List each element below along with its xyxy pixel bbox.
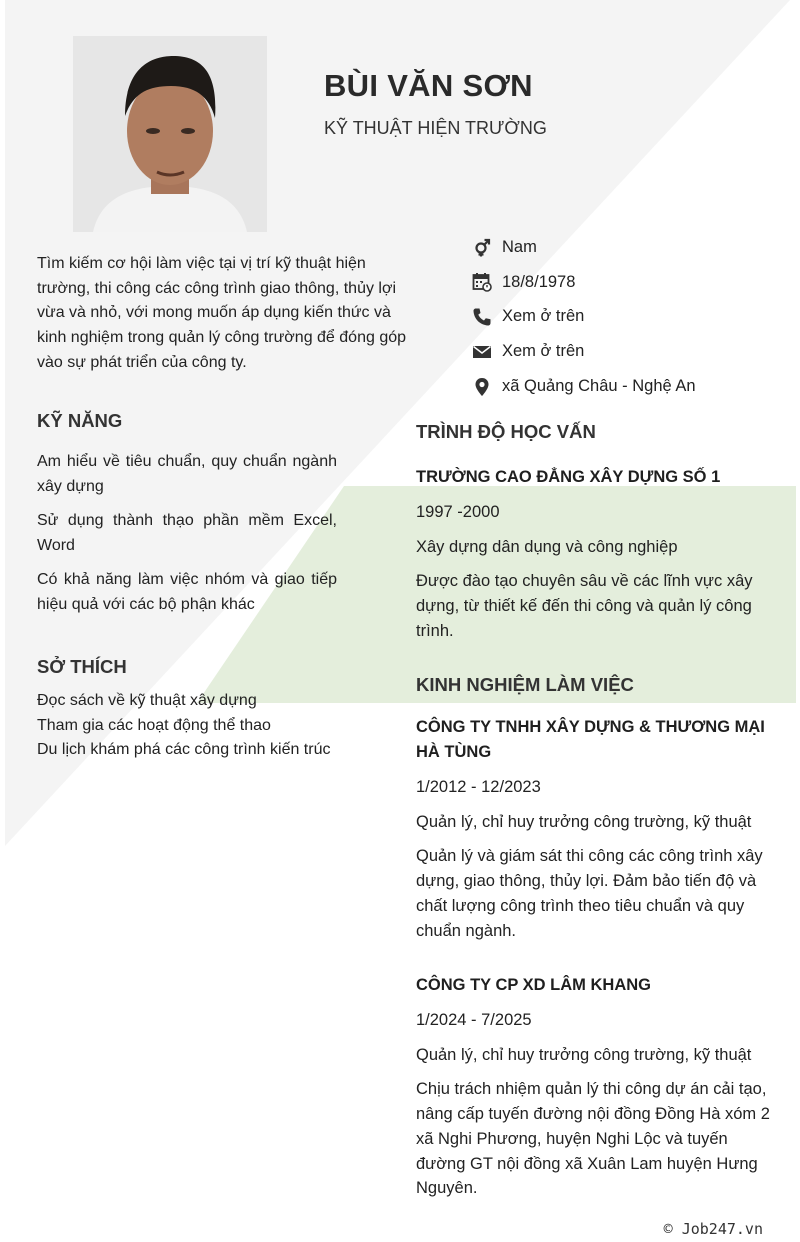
job-description: Quản lý và giám sát thi công các công trình xây dựng, giao thông, thủy lợi. Đảm bảo tiến độ và chất lượng công trình theo tiêu chuẩn và quy chuẩn ngành.	[416, 847, 763, 940]
location-pin-icon	[470, 376, 494, 398]
experience-entry	[416, 973, 778, 1201]
experience-entry	[416, 715, 778, 943]
gender-icon	[470, 236, 494, 258]
job-role: Quản lý, chỉ huy trưởng công trường, kỹ thuật	[416, 1045, 752, 1064]
skills-heading: KỸ NĂNG	[37, 410, 123, 431]
contact-email	[470, 334, 696, 369]
job-description: Chịu trách nhiệm quản lý thi công dự án cải tạo, nâng cấp tuyến đường nội đồng Đồng Hà xóm 2 xã Nghi Phương, huyện Nghi Lộc và tuyến đường GT nội đồng xã Xuân Lam huyện Hưng Nguyên.	[416, 1080, 770, 1198]
school-name: TRƯỜNG CAO ĐẲNG XÂY DỰNG SỐ 1	[416, 468, 721, 486]
contact-phone-value: Xem ở trên	[502, 307, 585, 326]
hobby-item: Đọc sách về kỹ thuật xây dựng	[37, 692, 257, 709]
education-description: Được đào tạo chuyên sâu về các lĩnh vực xây dựng, từ thiết kế đến thi công và quản lý công trình.	[416, 572, 753, 640]
education-entry	[416, 465, 778, 644]
skill-item: Có khả năng làm việc nhóm và giao tiếp hiệu quả với các bộ phận khác	[37, 571, 337, 613]
contact-birthdate	[470, 265, 696, 300]
hobby-item: Du lịch khám phá các công trình kiến trúc	[37, 741, 331, 758]
skill-item: Am hiểu về tiêu chuẩn, quy chuẩn ngành xây dựng	[37, 453, 337, 495]
job-period: 1/2024 - 7/2025	[416, 1011, 532, 1029]
candidate-title: KỸ THUẬT HIỆN TRƯỜNG	[324, 118, 547, 138]
education-major: Xây dựng dân dụng và công nghiệp	[416, 537, 678, 556]
career-objective: Tìm kiếm cơ hội làm việc tại vị trí kỹ thuật hiện trường, thi công các công trình giao thông, thủy lợi vừa và nhỏ, với mong muốn áp dụng kiến thức và kinh nghiệm trong quản lý công trường để đóng góp vào sự phát triển của công ty.	[37, 255, 407, 371]
contact-address-value: xã Quảng Châu - Nghệ An	[502, 377, 696, 396]
profile-photo	[73, 36, 267, 232]
contact-gender-value: Nam	[502, 237, 537, 256]
hobbies-list	[37, 689, 337, 763]
company-name: CÔNG TY CP XD LÂM KHANG	[416, 976, 651, 994]
contact-email-value: Xem ở trên	[502, 342, 585, 361]
education-period: 1997 -2000	[416, 503, 500, 521]
hobby-item: Tham gia các hoạt động thể thao	[37, 716, 271, 734]
footer-watermark[interactable]: © Job247.vn	[663, 1220, 763, 1238]
contact-info	[470, 230, 696, 404]
contact-birthdate-value: 18/8/1978	[502, 272, 576, 291]
contact-phone	[470, 300, 696, 335]
hobbies-heading: SỞ THÍCH	[37, 656, 127, 677]
company-name: CÔNG TY TNHH XÂY DỰNG & THƯƠNG MẠI HÀ TÙNG	[416, 718, 765, 761]
skills-list	[37, 450, 337, 627]
education-heading: TRÌNH ĐỘ HỌC VẤN	[416, 421, 596, 442]
person-portrait-icon	[73, 36, 267, 232]
job-role: Quản lý, chỉ huy trưởng công trường, kỹ thuật	[416, 812, 752, 831]
envelope-icon	[470, 341, 494, 363]
contact-address	[470, 369, 696, 404]
calendar-icon	[470, 271, 494, 293]
contact-gender	[470, 230, 696, 265]
skill-item: Sử dụng thành thạo phần mềm Excel, Word	[37, 512, 337, 554]
phone-icon	[470, 306, 494, 328]
job-period: 1/2012 - 12/2023	[416, 778, 541, 796]
experience-heading: KINH NGHIỆM LÀM VIỆC	[416, 674, 634, 695]
candidate-name: BÙI VĂN SƠN	[324, 68, 533, 103]
